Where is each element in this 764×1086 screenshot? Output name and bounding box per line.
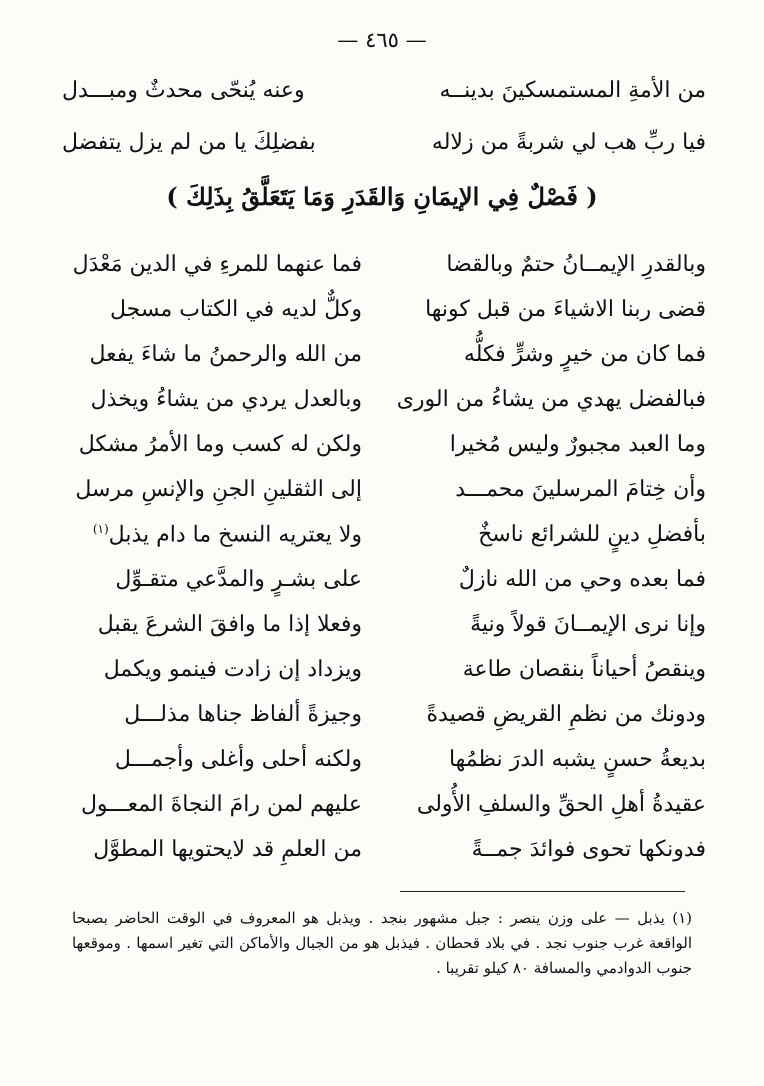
verse-second-hemistich-text: ولا يعتريه النسخ ما دام يذبل	[108, 522, 362, 548]
verse-line	[62, 702, 706, 740]
verse-first-hemistich: من الأمةِ المستمسكينَ بدينــه	[439, 78, 706, 103]
verse-line	[62, 837, 706, 875]
verse-line	[62, 567, 706, 605]
verse-first-hemistich: فما بعده وحي من الله نازلٌ	[458, 567, 706, 592]
verse-line	[62, 252, 706, 290]
intro-verse-line	[62, 78, 706, 116]
verse-second-hemistich: من العلمِ قد لايحتويها المطوَّل	[93, 837, 362, 862]
verse-first-hemistich: فما كان من خيرٍ وشرٍّ فكلُّه	[463, 342, 706, 367]
verse-line	[62, 432, 706, 470]
verse-line	[62, 387, 706, 425]
verse-line	[62, 342, 706, 380]
verse-second-hemistich: وفعلا إذا ما وافقَ الشرعَ يقبل	[97, 612, 362, 637]
verse-first-hemistich: وإنا نرى الإيمــانَ قولاً ونيةً	[470, 612, 706, 637]
verse-second-hemistich: ولكنه أحلى وأغلى وأجمـــل	[114, 747, 362, 772]
verse-line	[62, 297, 706, 335]
verse-line	[62, 522, 706, 560]
verse-first-hemistich: ودونك من نظمِ القريضِ قصيدةً	[426, 702, 706, 727]
verse-second-hemistich: وكلٌّ لديه في الكتاب مسجل	[109, 297, 362, 322]
verse-first-hemistich: وبالقدرِ الإيمــانُ حتمٌ وبالقضا	[446, 252, 706, 277]
footnote: (١) يذبل — على وزن ينصر : جبل مشهور بنجد . ويذبل هو المعروف في الوقت الحاضر بصبحا الواقعة غرب جنوب نجد . في بلاد قحطان . فيذبل هو من الجبال والأماكن التي تغير اسمها . وموقعها جنوب الدوادمي والمسافة ٨٠ كيلو تقريبا .	[72, 909, 692, 977]
verse-second-hemistich: إلى الثقلينِ الجنِ والإنسِ مرسل	[75, 477, 362, 502]
verse-first-hemistich: بأفضلِ دينٍ للشرائع ناسخٌ	[478, 522, 706, 547]
verse-first-hemistich: قضى ربنا الاشياءَ من قبل كونها	[425, 297, 706, 322]
verse-first-hemistich: وما العبد مجبورٌ وليس مُخيرا	[449, 432, 706, 457]
verse-line	[62, 792, 706, 830]
page-number: — ٤٦٥ —	[337, 28, 427, 52]
verse-line	[62, 477, 706, 515]
verse-first-hemistich: فيا ربِّ هب لي شربةً من زلاله	[431, 130, 706, 155]
verse-second-hemistich	[62, 522, 362, 547]
verse-second-hemistich: عليهم لمن رامَ النجاةَ المعـــول	[80, 792, 362, 817]
verse-second-hemistich: وبالعدل يردي من يشاءُ ويخذل	[90, 387, 362, 412]
footnote-divider	[400, 891, 685, 892]
verse-first-hemistich: وأن خِتامَ المرسلينَ محمـــد	[455, 477, 706, 502]
verse-second-hemistich: ولكن له كسب وما الأمرُ مشكل	[78, 432, 362, 457]
section-heading: ( فَصْلٌ فِي الإيمَانِ وَالقَدَرِ وَمَا يَتَعَلَّقُ بِذَلِكَ )	[166, 182, 598, 211]
verse-line	[62, 612, 706, 650]
verse-first-hemistich: فدونكها تحوى فوائدَ جمــةً	[471, 837, 706, 862]
verse-second-hemistich: وجيزةً ألفاظ جناها مذلـــل	[124, 702, 362, 727]
intro-verse-line	[62, 130, 706, 168]
verse-first-hemistich: عقيدةُ أهلِ الحقِّ والسلفِ الأُولى	[416, 792, 706, 817]
verse-second-hemistich: بفضلِكَ يا من لم يزل يتفضل	[62, 130, 316, 155]
verse-second-hemistich: على بشـرٍ والمدَّعي متقـوِّل	[115, 567, 362, 592]
verse-second-hemistich: من الله والرحمنُ ما شاءَ يفعل	[89, 342, 362, 367]
verse-line	[62, 747, 706, 785]
verse-second-hemistich: ويزداد إن زادت فينمو ويكمل	[103, 657, 362, 682]
verse-first-hemistich: وينقصُ أحياناً بنقصان طاعة	[462, 657, 706, 682]
verse-second-hemistich: وعنه يُنحّى محدثٌ ومبـــدل	[62, 78, 305, 103]
verse-first-hemistich: بديعةُ حسنٍ يشبه الدرَ نظمُها	[448, 747, 706, 772]
verse-second-hemistich: فما عنهما للمرءِ في الدين مَعْدَل	[72, 252, 362, 277]
verse-line	[62, 657, 706, 695]
verse-first-hemistich: فبالفضل يهدي من يشاءُ من الورى	[396, 387, 706, 412]
footnote-marker: (١)	[92, 522, 109, 536]
